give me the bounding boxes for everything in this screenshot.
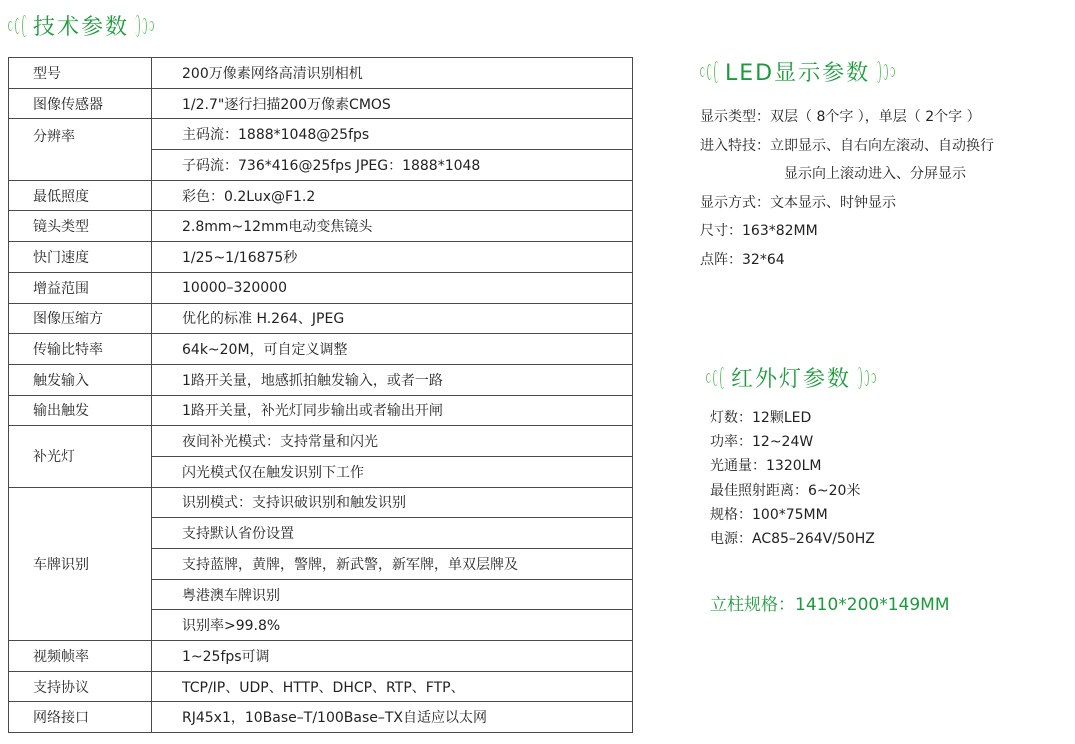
table-row	[9, 395, 633, 426]
spec-key-cell: 增益范围	[9, 272, 152, 303]
sound-wave-right-icon	[857, 367, 876, 389]
ir-param-row: 电源：AC85–264V/50HZ	[710, 530, 875, 547]
led-param-row: 尺寸：163*82MM	[700, 223, 818, 240]
tech-params-title: 技术参数	[33, 15, 130, 40]
spec-key-cell: 网络接口	[9, 702, 152, 733]
ir-params-list	[710, 406, 875, 551]
spec-key-cell: 镜头类型	[9, 211, 152, 242]
spec-value-cell: 1路开关量，地感抓拍触发输入，或者一路	[152, 364, 633, 395]
spec-key-cell: 传输比特率	[9, 334, 152, 365]
spec-value-cell: 2.8mm~12mm电动变焦镜头	[152, 211, 633, 242]
spec-value-cell: 夜间补光模式：支持常量和闪光	[152, 426, 633, 457]
led-params-list	[700, 103, 994, 275]
led-param-row: 显示类型：双层（ 8个字 ），单层（ 2个字 ）	[700, 109, 981, 125]
table-row	[9, 272, 633, 303]
spec-key-cell: 补光灯	[9, 426, 152, 487]
spec-value-cell: 200万像素网络高清识别相机	[152, 58, 633, 89]
spec-key-cell: 车牌识别	[9, 487, 152, 640]
spec-key-cell: 支持协议	[9, 671, 152, 702]
spec-key-cell: 快门速度	[9, 242, 152, 273]
spec-value-cell: 1/25~1/16875秒	[152, 242, 633, 273]
led-param-row: 显示方式：文本显示、时钟显示	[700, 194, 896, 211]
spec-value-cell: TCP/IP、UDP、HTTP、DHCP、RTP、FTP、	[152, 671, 633, 702]
column-spec: 立柱规格：1410*200*149MM	[710, 595, 950, 615]
table-row	[9, 211, 633, 242]
spec-value-cell: 1~25fps可调	[152, 641, 633, 672]
table-row	[9, 88, 633, 119]
spec-key-cell: 图像压缩方	[9, 303, 152, 334]
tech-params-heading	[8, 10, 154, 41]
ir-params-heading	[706, 362, 876, 393]
sound-wave-right-icon	[876, 61, 895, 83]
spec-value-cell: 1路开关量，补光灯同步输出或者输出开闸	[152, 395, 633, 426]
table-row	[9, 58, 633, 89]
spec-value-cell: 彩色：0.2Lux@F1.2	[152, 180, 633, 211]
sound-wave-left-icon	[8, 15, 27, 37]
spec-key-cell: 型号	[9, 58, 152, 89]
ir-param-row: 规格：100*75MM	[710, 506, 828, 523]
spec-value-cell: 1/2.7"逐行扫描200万像素CMOS	[152, 88, 633, 119]
table-row	[9, 364, 633, 395]
spec-key-cell: 图像传感器	[9, 88, 152, 119]
spec-value-cell: 粤港澳车牌识别	[152, 579, 633, 610]
ir-params-title: 红外灯参数	[731, 367, 852, 392]
spec-value-cell: 识别率>99.8%	[152, 610, 633, 641]
spec-key-cell: 分辨率	[9, 119, 152, 180]
spec-value-cell: 子码流：736*416@25fps JPEG：1888*1048	[152, 150, 633, 181]
spec-key-cell: 触发输入	[9, 364, 152, 395]
spec-value-cell: 64k~20M，可自定义调整	[152, 334, 633, 365]
led-param-row: 显示向上滚动进入、分屏显示	[784, 166, 966, 183]
spec-value-cell: RJ45x1，10Base–T/100Base–TX自适应以太网	[152, 702, 633, 733]
spec-key-cell: 视频帧率	[9, 641, 152, 672]
spec-value-cell: 支持蓝牌，黄牌，警牌，新武警，新军牌，单双层牌及	[152, 549, 633, 580]
spec-value-cell: 优化的标准 H.264、JPEG	[152, 303, 633, 334]
table-row	[9, 702, 633, 733]
spec-key-cell: 最低照度	[9, 180, 152, 211]
spec-value-cell: 支持默认省份设置	[152, 518, 633, 549]
table-row	[9, 303, 633, 334]
sound-wave-left-icon	[700, 61, 719, 83]
led-params-heading	[700, 56, 895, 87]
spec-value-cell: 主码流：1888*1048@25fps	[152, 119, 633, 150]
spec-value-cell: 10000–320000	[152, 272, 633, 303]
led-params-title: LED显示参数	[725, 61, 871, 86]
led-param-row: 进入特技：立即显示、自右向左滚动、自动换行	[700, 137, 994, 154]
spec-key-cell: 输出触发	[9, 395, 152, 426]
ir-param-row: 灯数：12颗LED	[710, 410, 812, 426]
table-row	[9, 242, 633, 273]
ir-param-row: 功率：12~24W	[710, 434, 814, 451]
spec-value-cell: 识别模式：支持识破识别和触发识别	[152, 487, 633, 518]
table-row	[9, 119, 633, 150]
table-row	[9, 426, 633, 457]
spec-value-cell: 闪光模式仅在触发识别下工作	[152, 456, 633, 487]
table-row	[9, 334, 633, 365]
ir-param-row: 光通量：1320LM	[710, 458, 822, 475]
table-row	[9, 487, 633, 518]
led-param-row: 点阵：32*64	[700, 251, 785, 268]
spec-table	[8, 57, 633, 733]
ir-param-row: 最佳照射距离：6~20米	[710, 482, 861, 499]
sound-wave-left-icon	[706, 367, 725, 389]
table-row	[9, 180, 633, 211]
table-row	[9, 671, 633, 702]
table-row	[9, 641, 633, 672]
sound-wave-right-icon	[135, 15, 154, 37]
